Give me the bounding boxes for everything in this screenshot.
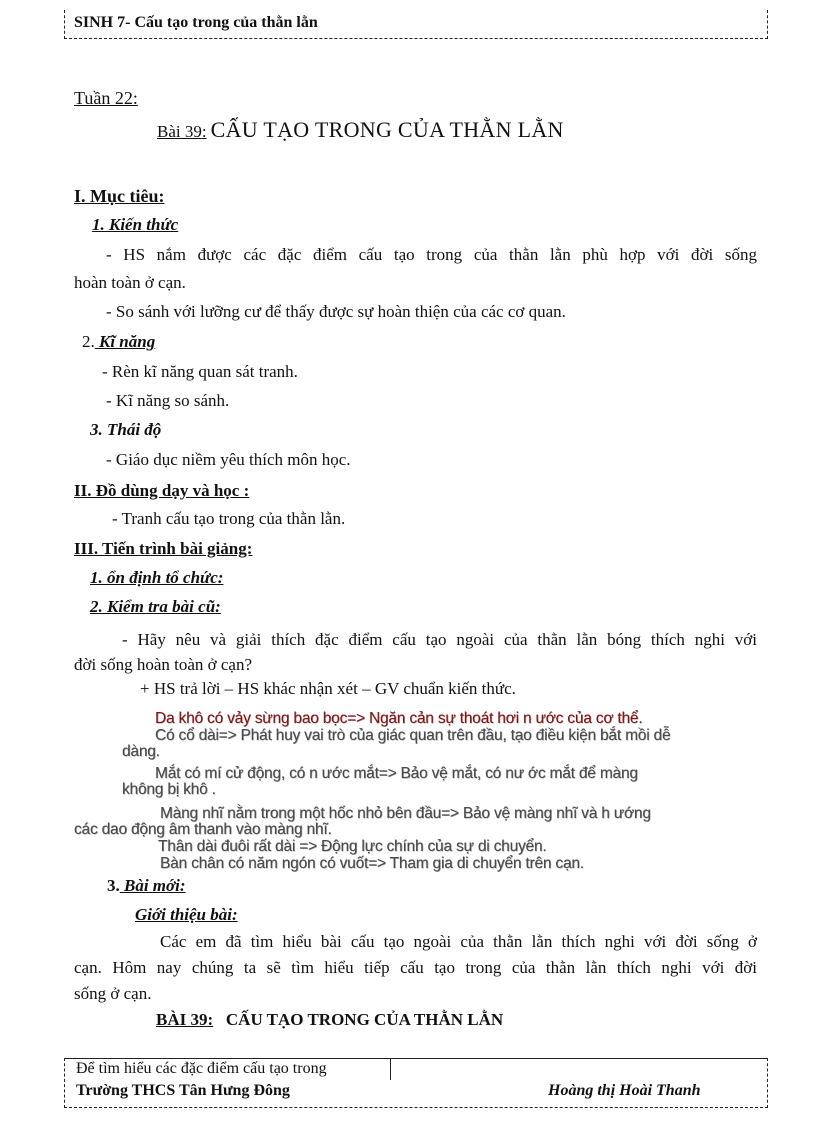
section-1-1-heading: 1. Kiến thức [92, 215, 179, 234]
section-1-2-heading [82, 332, 155, 352]
section-3-3-title: Bài mới: [119, 876, 186, 895]
paragraph: cạn. Hôm nay chúng ta sẽ tìm hiểu tiếp cấu tạo trong của thằn lằn thích nghi với đời [74, 958, 757, 977]
answer-line: Da khô có vảy sừng bao bọc=> Ngăn cản sự thoát hơi n ước của cơ thể. [155, 710, 643, 727]
section-1-3-heading: 3. Thái độ [90, 420, 162, 439]
answer-line: dàng. [122, 743, 160, 760]
section-3-2-heading: 2. Kiểm tra bài cũ: [90, 597, 221, 616]
answer-line: Thân dài đuôi rất dài => Động lực chính của sự di chuyển. [158, 838, 547, 855]
paragraph: sống ở cạn. [74, 984, 152, 1003]
lesson-sub-sep: : [207, 1010, 214, 1029]
week-label: Tuần 22: [74, 88, 138, 108]
paragraph: - Hãy nêu và giải thích đặc điểm cấu tạo ngoài của thằn lằn bóng thích nghi với [122, 630, 757, 649]
section-3-heading: III. Tiến trình bài giảng: [74, 539, 253, 558]
footer-school: Trường THCS Tân Hưng Đông [76, 1082, 290, 1099]
answer-line: Màng nhĩ nằm trong một hốc nhỏ bên đầu=> Bảo vệ màng nhĩ và h ướng [160, 805, 651, 822]
section-1-2-title: Kĩ năng [94, 332, 156, 351]
section-1-2-number: 2. [82, 332, 95, 351]
section-3-3-heading [107, 876, 186, 896]
paragraph: - Tranh cấu tạo trong của thằn lằn. [112, 509, 346, 528]
lesson-title: CẤU TẠO TRONG CỦA THẰN LẰN [210, 117, 564, 142]
answer-line: Mắt có mí cử động, có n ước mắt=> Bảo vệ mắt, có nư ớc mắt để màng [155, 765, 638, 782]
section-1-heading: I. Mục tiêu: [74, 186, 165, 206]
paragraph: + HS trả lời – HS khác nhận xét – GV chuẩn kiến thức. [140, 679, 516, 698]
section-2-heading: II. Đồ dùng dạy và học : [74, 481, 250, 500]
paragraph: Các em đã tìm hiểu bài cấu tạo ngoài của thằn lằn thích nghi với đời sống ở [160, 932, 757, 951]
paragraph: hoàn toàn ở cạn. [74, 273, 186, 292]
lesson-sep: : [201, 122, 207, 141]
lesson-sub-label: BÀI 39 [156, 1010, 208, 1029]
answer-line: không bị khô . [122, 781, 216, 798]
footer-author: Hoàng thị Hoài Thanh [548, 1082, 701, 1099]
footer-note: Để tìm hiểu các đặc điểm cấu tạo trong [76, 1060, 327, 1077]
paragraph: - Rèn kĩ năng quan sát tranh. [102, 362, 298, 381]
paragraph: - Giáo dục niềm yêu thích môn học. [106, 450, 351, 469]
header-label: SINH 7- Cấu tạo trong của thằn lằn [74, 14, 318, 31]
paragraph: đời sống hoàn toàn ở cạn? [74, 655, 253, 674]
lesson-sub-title: CẤU TẠO TRONG CỦA THẰN LẰN [225, 1010, 504, 1029]
answer-line: Bàn chân có năm ngón có vuốt=> Tham gia di chuyển trên cạn. [160, 855, 584, 872]
answer-line: Có cổ dài=> Phát huy vai trò của giác quan trên đầu, tạo điều kiện bắt mồi dễ [155, 727, 671, 744]
section-3-3-number: 3. [107, 876, 120, 895]
paragraph: - So sánh với lưỡng cư để thấy được sự hoàn thiện của các cơ quan. [106, 302, 566, 321]
answer-line: các dao động âm thanh vào màng nhĩ. [74, 821, 332, 838]
lesson-number: Bài 39 [157, 122, 202, 141]
header-text [74, 14, 318, 32]
paragraph: - Kĩ năng so sánh. [106, 391, 230, 410]
intro-label: Giới thiệu bài: [135, 905, 238, 924]
lesson-heading [157, 117, 564, 143]
section-3-1-heading: 1. ổn định tổ chức: [90, 568, 224, 587]
paragraph: - HS nắm được các đặc điểm cấu tạo trong của thằn lằn phù hợp với đời sống [106, 245, 757, 264]
lesson-subheading [156, 1010, 503, 1030]
